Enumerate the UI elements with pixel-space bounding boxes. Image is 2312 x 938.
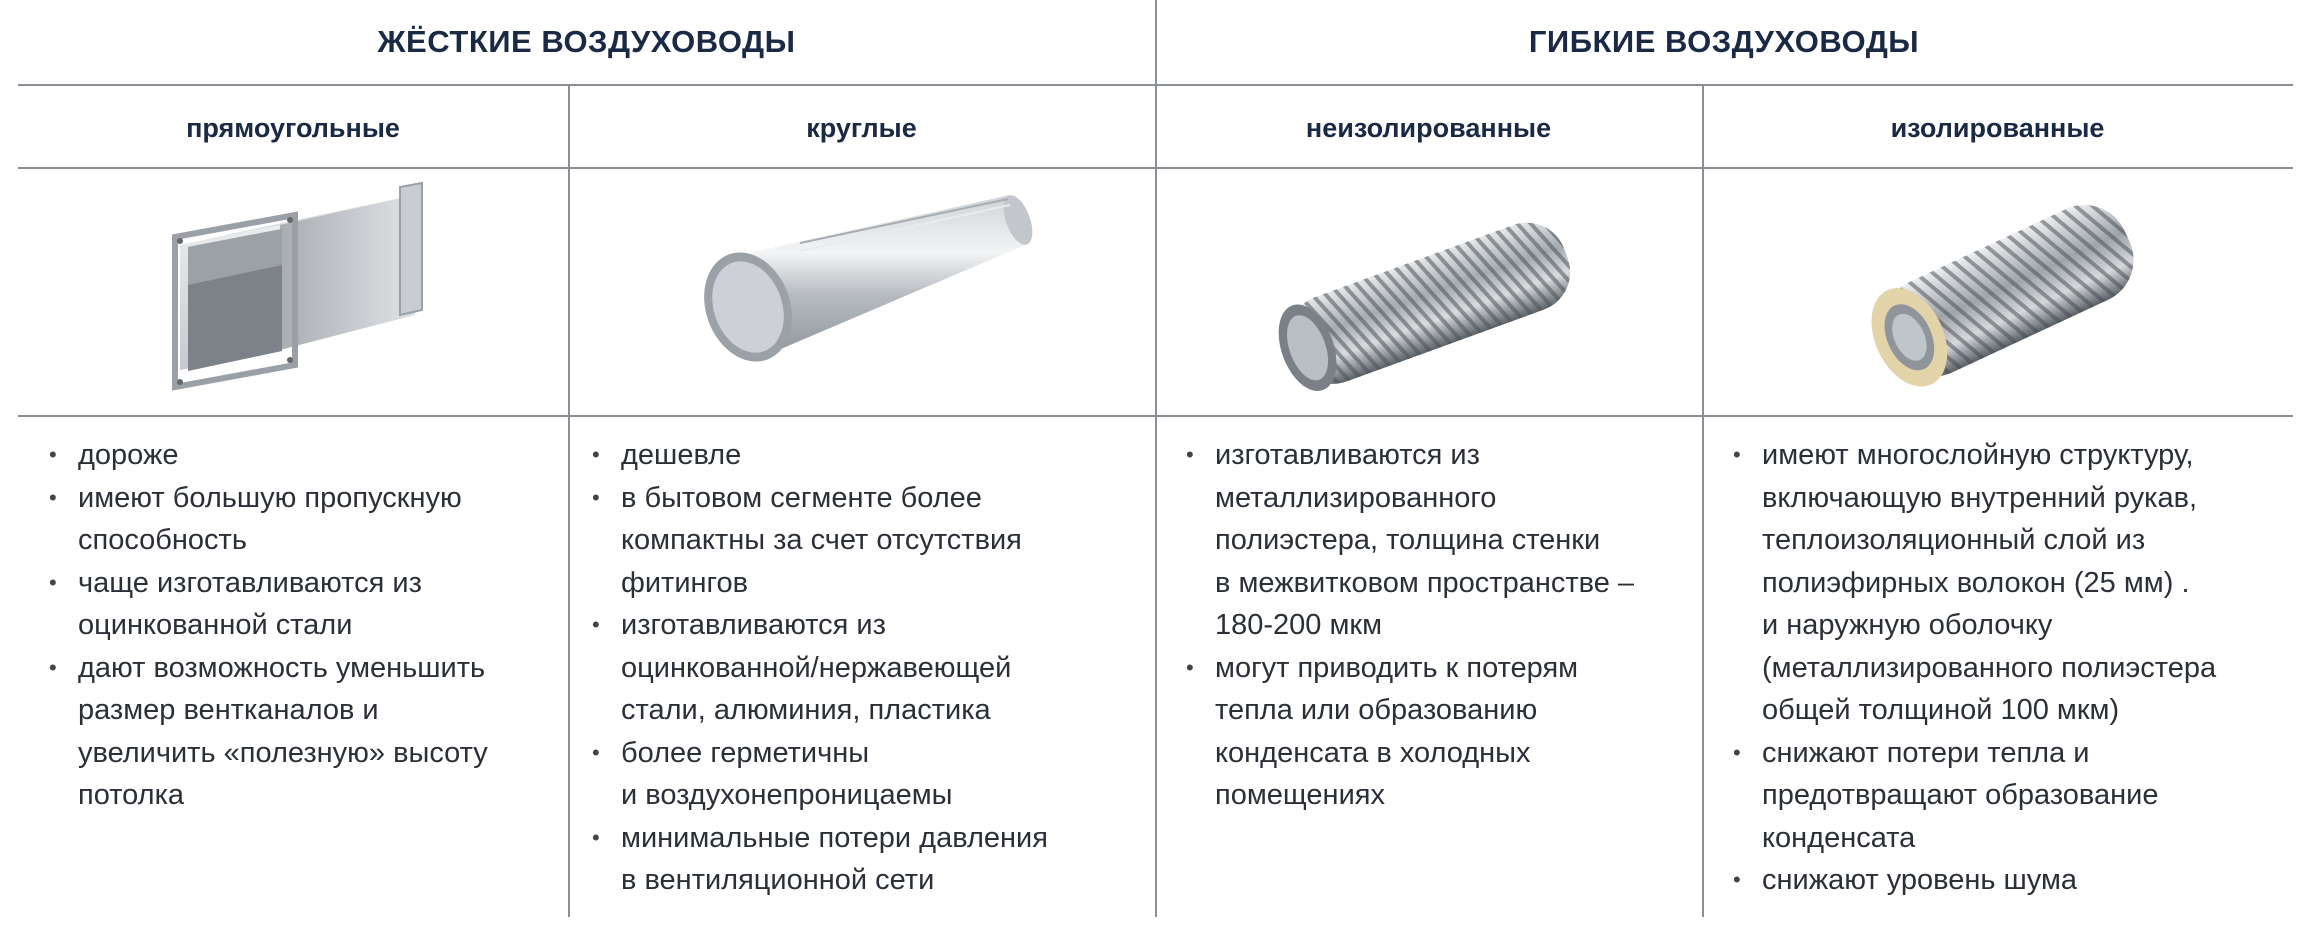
bullets-rectangular <box>49 434 559 817</box>
list-item <box>1733 859 2293 902</box>
list-item <box>1733 434 2293 732</box>
column-title-uninsulated: неизолированные <box>1305 113 1552 143</box>
bullet-line: потолка <box>78 779 185 811</box>
bullets-insulated <box>1733 434 2293 902</box>
list-item <box>592 604 1147 732</box>
bullet-line: 180-200 мкм <box>1215 609 1383 641</box>
flexible-ducts-title: ГИБКИЕ ВОЗДУХОВОДЫ <box>1528 24 1920 59</box>
bullet-line: и наружную оболочку <box>1762 609 2053 641</box>
list-item <box>592 477 1147 605</box>
bullet-line: (металлизированного полиэстера <box>1762 651 2217 684</box>
insulated-flexible-duct-icon <box>1840 175 2160 415</box>
bullet-line: оцинкованной стали <box>78 609 353 641</box>
bullet-line: предотвращают образование <box>1762 779 2159 811</box>
bullet-line: стали, алюминия, пластика <box>621 694 991 726</box>
list-item <box>49 434 559 477</box>
bullet-line: металлизированного <box>1215 481 1497 514</box>
column-divider-1 <box>568 84 570 917</box>
bullets-uninsulated <box>1186 434 1696 817</box>
bullet-line: • дают возможность уменьшить <box>78 651 486 684</box>
bullet-line: • снижают потери тепла и <box>1762 736 2090 769</box>
bullet-line: • в бытовом сегменте более <box>621 481 982 514</box>
bullet-line: • дороже <box>78 439 179 471</box>
bullet-line: конденсата <box>1762 821 1916 854</box>
bullet-line: способность <box>78 524 247 556</box>
list-item <box>1186 647 1696 817</box>
bullet-line: • минимальные потери давления <box>621 821 1048 854</box>
bullet-line: фитингов <box>621 566 749 599</box>
image-row-divider <box>18 415 2293 417</box>
bullet-line: • дешевле <box>621 439 742 471</box>
bullet-line: теплоизоляционный слой из <box>1762 524 2146 556</box>
bullet-line: • чаще изготавливаются из <box>78 566 422 599</box>
list-item <box>592 817 1147 902</box>
list-item <box>49 647 559 817</box>
rigid-ducts-title: ЖЁСТКИЕ ВОЗДУХОВОДЫ <box>377 24 796 59</box>
bullet-line: общей толщиной 100 мкм) <box>1762 694 2120 726</box>
bullets-round <box>592 434 1147 902</box>
flexible-foil-duct-icon <box>1255 175 1595 415</box>
list-item <box>1186 434 1696 647</box>
bullet-line: включающую внутренний рукав, <box>1762 481 2198 514</box>
bullet-line: • имеют большую пропускную <box>78 481 462 514</box>
bullet-line: полиэфирных волокон (25 мм) . <box>1762 566 2190 599</box>
list-item <box>592 732 1147 817</box>
bullet-line: тепла или образованию <box>1215 694 1538 726</box>
header-divider <box>18 84 2293 86</box>
column-title-rectangular: прямоугольные <box>186 113 400 143</box>
bullet-line: оцинкованной/нержавеющей <box>621 651 1012 684</box>
bullet-line: полиэстера, толщина стенки <box>1215 524 1601 556</box>
bullet-line: конденсата в холодных <box>1215 736 1531 769</box>
bullet-line: • имеют многослойную структуру, <box>1762 439 2194 471</box>
bullet-line: • изготавливаются из <box>1215 439 1480 471</box>
bullet-line: компактны за счет отсутствия <box>621 524 1022 556</box>
bullet-line: увеличить «полезную» высоту <box>78 736 488 769</box>
bullet-line: и воздухонепроницаемы <box>621 779 953 811</box>
column-title-insulated: изолированные <box>1890 113 2105 143</box>
bullet-line: • могут приводить к потерям <box>1215 651 1579 684</box>
bullet-line: • более герметичны <box>621 736 870 769</box>
bullet-line: в вентиляционной сети <box>621 864 935 896</box>
bullet-line: в межвитковом пространстве – <box>1215 566 1635 599</box>
rectangular-duct-icon <box>160 175 430 415</box>
column-title-round: круглые <box>806 113 917 143</box>
column-divider-3 <box>1702 84 1704 917</box>
subheader-divider <box>18 167 2293 169</box>
list-item <box>49 477 559 562</box>
bullet-line: помещениях <box>1215 779 1385 811</box>
list-item <box>1733 732 2293 860</box>
list-item <box>592 434 1147 477</box>
bullet-line: • изготавливаются из <box>621 609 886 641</box>
list-item <box>49 562 559 647</box>
bullet-line: размер вентканалов и <box>78 694 379 726</box>
bullet-line: • снижают уровень шума <box>1762 864 2078 896</box>
round-duct-icon <box>680 175 1040 415</box>
